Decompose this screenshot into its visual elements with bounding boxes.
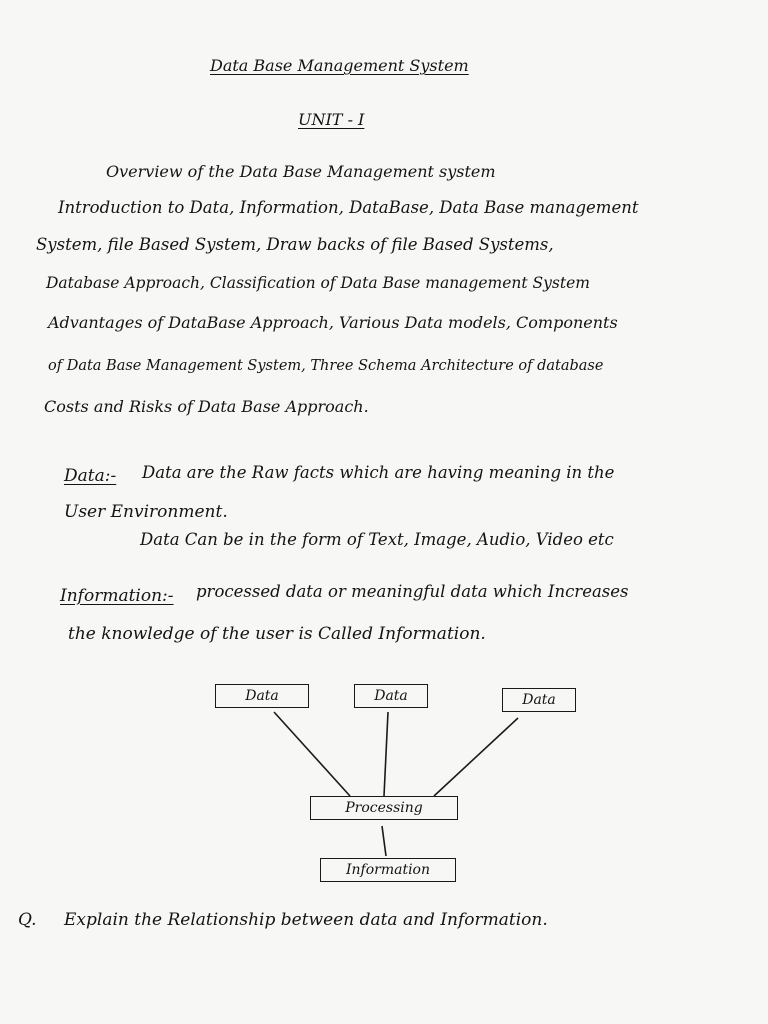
processing-box: Processing — [310, 796, 458, 820]
data-definition-line: Data are the Raw facts which are having meaning in the — [142, 463, 615, 482]
syllabus-line: System, file Based System, Draw backs of file Based Systems, — [36, 235, 554, 254]
overview-heading: Overview of the Data Base Management system — [106, 162, 496, 181]
question-number: Q. — [18, 910, 37, 930]
syllabus-line: of Data Base Management System, Three Schema Architecture of database — [48, 358, 604, 374]
data-forms-line: Data Can be in the form of Text, Image, Audio, Video etc — [140, 530, 614, 549]
data-box: Data — [502, 688, 576, 712]
unit-heading: UNIT - I — [298, 110, 365, 129]
data-term: Data:- — [64, 466, 117, 486]
data-definition-line: User Environment. — [64, 502, 228, 522]
page-title: Data Base Management System — [210, 56, 469, 75]
data-box: Data — [215, 684, 309, 708]
syllabus-line: Advantages of DataBase Approach, Various Data models, Components — [48, 313, 618, 332]
information-box: Information — [320, 858, 456, 882]
syllabus-line: Database Approach, Classification of Data Base management System — [46, 274, 590, 292]
information-term: Information:- — [60, 586, 174, 606]
syllabus-line: Costs and Risks of Data Base Approach. — [44, 397, 369, 416]
syllabus-line: Introduction to Data, Information, DataBase, Data Base management — [58, 198, 639, 217]
information-definition-line: processed data or meaningful data which Increases — [196, 582, 629, 601]
data-box: Data — [354, 684, 428, 708]
information-definition-line: the knowledge of the user is Called Information. — [68, 624, 486, 644]
question-text: Explain the Relationship between data and Information. — [64, 910, 548, 930]
